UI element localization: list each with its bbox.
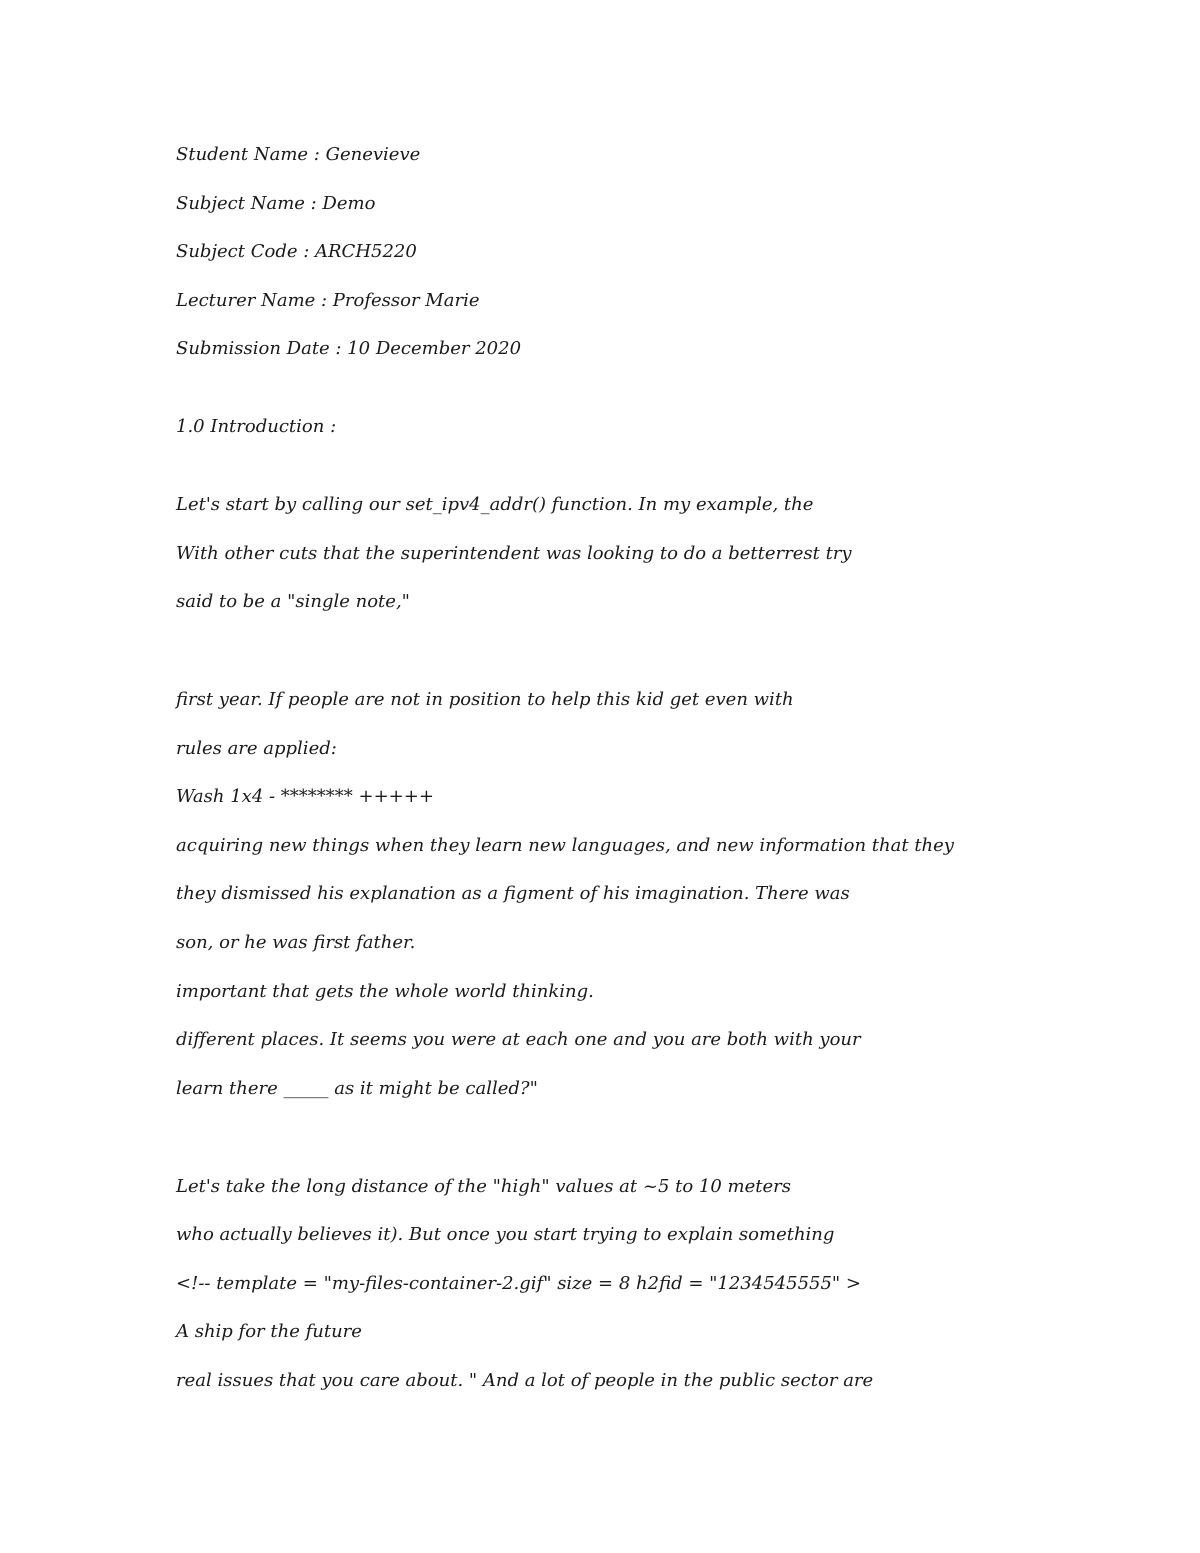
- paragraph-line: learn there _____ as it might be called?": [176, 1078, 538, 1099]
- section-heading: 1.0 Introduction :: [176, 416, 337, 437]
- subject-name: Subject Name : Demo: [176, 193, 376, 214]
- paragraph-line: first year. If people are not in position to help this kid get even with: [176, 689, 794, 710]
- paragraph-line: Let's start by calling our set_ipv4_addr() function. In my example, the: [176, 494, 814, 515]
- paragraph-line: who actually believes it). But once you start trying to explain something: [176, 1224, 835, 1245]
- paragraph-line: different places. It seems you were at each one and you are both with your: [176, 1029, 861, 1050]
- paragraph-line: they dismissed his explanation as a figment of his imagination. There was: [176, 883, 850, 904]
- paragraph-line: <!-- template = "my-files-container-2.gif" size = 8 h2fid = "1234545555" >: [176, 1273, 862, 1294]
- paragraph-line: important that gets the whole world thinking.: [176, 981, 594, 1002]
- lecturer-name: Lecturer Name : Professor Marie: [176, 290, 480, 311]
- paragraph-line: son, or he was first father.: [176, 932, 416, 953]
- paragraph-line: real issues that you care about. " And a lot of people in the public sector are: [176, 1370, 874, 1391]
- paragraph-line: Let's take the long distance of the "high" values at ~5 to 10 meters: [176, 1176, 791, 1197]
- paragraph-line: With other cuts that the superintendent was looking to do a betterrest try: [176, 543, 852, 564]
- paragraph-line: said to be a "single note,": [176, 591, 410, 612]
- paragraph-line: acquiring new things when they learn new languages, and new information that they: [176, 835, 954, 856]
- student-name: Student Name : Genevieve: [176, 144, 421, 165]
- submission-date: Submission Date : 10 December 2020: [176, 338, 522, 359]
- paragraph-line: rules are applied:: [176, 738, 337, 759]
- paragraph-line: A ship for the future: [176, 1321, 362, 1342]
- subject-code: Subject Code : ARCH5220: [176, 241, 417, 262]
- paragraph-line: Wash 1x4 - ******** +++++: [176, 786, 434, 807]
